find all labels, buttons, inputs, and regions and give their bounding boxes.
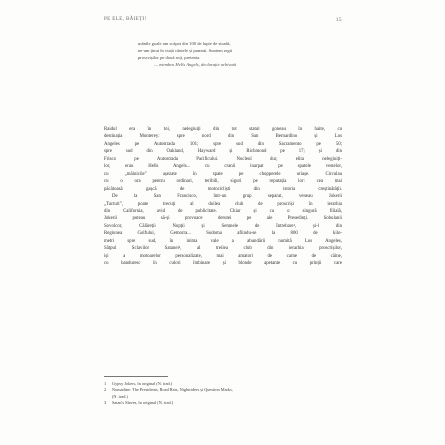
epigraph-line: mânile goale am scăpat din 100 de lupte de stradă,	[138, 41, 231, 46]
body-line: Angeles pe Autostrada 101; spre sud din Sacramento pe 50;	[104, 141, 342, 147]
footnote-text: Gypsy Jokers, în original (N. trad.)	[112, 381, 173, 386]
footnote	[104, 400, 342, 406]
body-line: din California, avid de publicitate. Chiar și cu o singură filială,	[104, 208, 342, 214]
body-line: cu „mâinicile” așezate în spate pe chopperele uriașe. Circulau	[104, 171, 342, 177]
body-line: Jokerii puteau să-și provoace derutei pe ale Presedinți. Sobolanii	[104, 216, 342, 222]
body-line: „Tacturi”, poate trecuți al doilea club de proscriși în ierarhia	[104, 201, 342, 207]
running-title: PE ELE, BĂIEȚI!	[104, 17, 147, 22]
body-line: De la San Francisco, într-un grup separat, veneau Jokerii	[112, 194, 342, 200]
body-line: Sovolcor, Călăreții Nopții și Semnele de Întrebare¹, și-l din	[104, 223, 342, 229]
body-line: iși a motoarelor personalizate, mai amatori de carne de câine,	[104, 253, 342, 259]
footnote-text: Nomadine: The Presidents, Road Rats, Nightriders și Question Marks,	[112, 387, 233, 393]
body-line: cu banduresc în culori îmbinare și blonde apetante cu prinții care	[104, 261, 342, 267]
footnote-text: Satan's Slaves, în original (N. trad.)	[112, 400, 174, 406]
footnotes	[104, 381, 342, 407]
body-line: Frisco pe Autostrada Pacificului. Nucleul dur, elita nelegiuiți-	[104, 156, 342, 162]
body-line: Raidul era în toi, nelegiuiți din tot statul goneau în haite, cu	[104, 127, 342, 132]
body-line: cu o ora pentru ordinari, teribili, siguri pe reputația lor: cea mai	[104, 179, 342, 185]
page-number: 15	[335, 17, 342, 23]
footnote-number: 2	[104, 387, 107, 393]
footnote-divider	[104, 376, 168, 377]
epigraph-attribution: — membru Hells Angels, declarație arhivată	[154, 61, 237, 67]
footnote-number: 3	[104, 400, 107, 406]
body-line: metri spre sud, în inima vale a abundării numită Los Angeles,	[104, 238, 342, 244]
epigraph	[138, 41, 334, 69]
body-line: lor, erau Hells Angels... cu cranii inarpat pe spatele vestelor,	[104, 164, 342, 170]
body-line: păcătoasă gașcă de motocicliști din istoria creștinătății.	[104, 186, 342, 192]
footnote-number: 1	[104, 381, 107, 386]
body-line: spre sud din Oakland, Hayward și Richmond pe 17; și din	[104, 149, 342, 155]
epigraph-line: ne-am ținut în viață cântele și pumnii. Suntem regii	[138, 47, 233, 53]
epigraph-line: proscrișilor pe două roți, pretenia.	[138, 54, 201, 60]
body-line: destinația Monterey: spre nord din San Bernardino și Los	[104, 134, 342, 140]
body-text	[104, 126, 342, 268]
body-line: Regiunea Golfului, Gemorra... Sodoma afiindu-se la 800 de kilo-	[104, 231, 342, 237]
body-line: Sâtpul Sclavilor Satanei², al treilea club din ierarhia proscrișilor,	[104, 246, 342, 252]
footnote-continuation: (N. trad.)	[112, 393, 128, 399]
